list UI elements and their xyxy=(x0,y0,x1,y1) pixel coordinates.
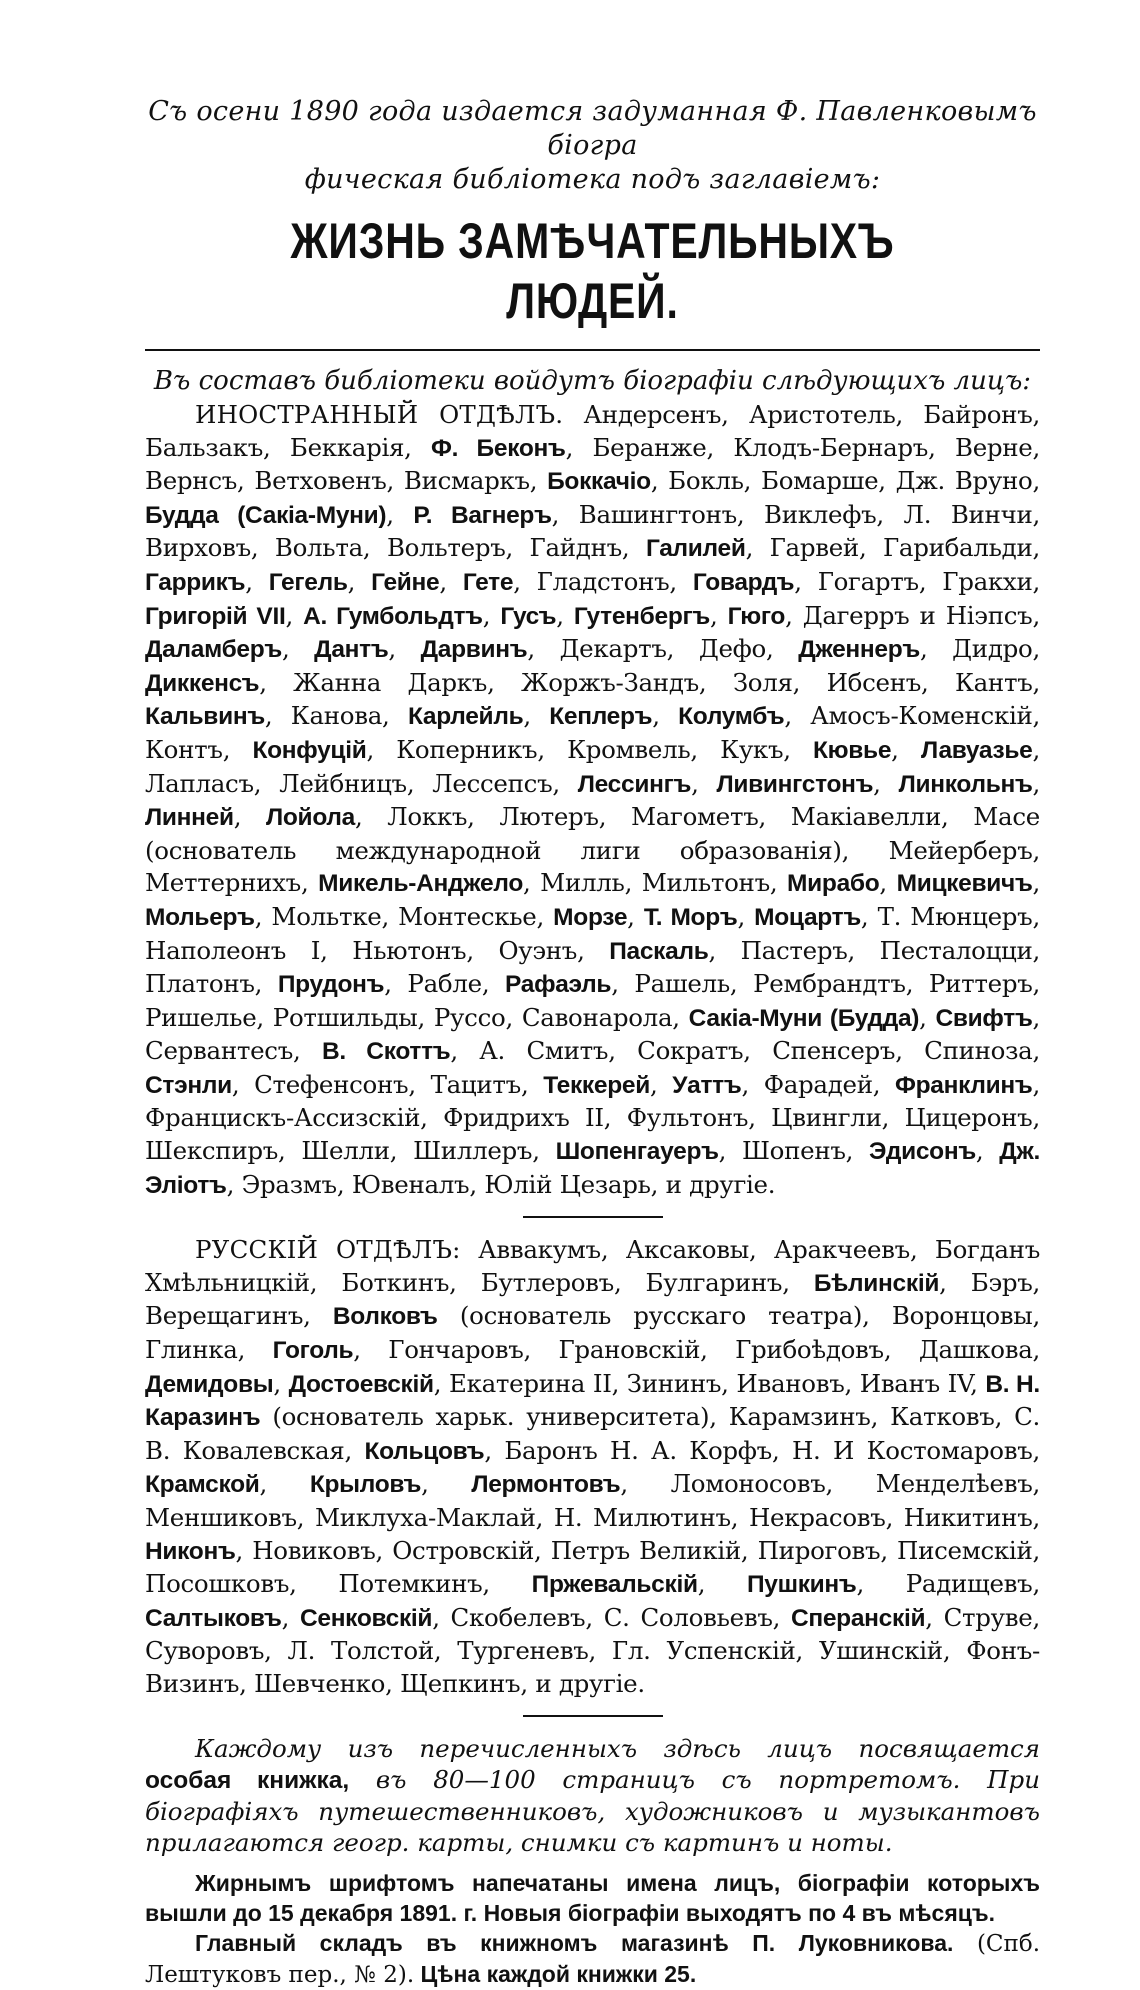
person-name: Никонъ xyxy=(145,1537,236,1565)
publication-note xyxy=(145,1733,1040,1858)
person-name: Кольцовъ xyxy=(364,1437,485,1465)
person-name: Оуэнъ xyxy=(498,935,578,965)
foreign-label: ИНОСТРАННЫЙ ОТДѢЛЪ. xyxy=(195,400,564,429)
person-name: Галилей xyxy=(645,535,746,563)
person-name: Золя xyxy=(732,667,793,697)
person-name: Моцартъ xyxy=(754,903,861,931)
person-name: Декартъ xyxy=(559,634,667,664)
person-name: Дж. Вруно xyxy=(895,466,1033,496)
person-name: Бальзакъ xyxy=(145,432,263,462)
person-name: Радищевъ xyxy=(905,1569,1033,1599)
person-name: А. Гумбольдтъ xyxy=(303,602,483,630)
person-name: Кромвель xyxy=(567,734,691,764)
person-name: Гегель xyxy=(268,568,348,596)
person-name: Руссо xyxy=(433,1002,506,1032)
person-name: Ветховенъ xyxy=(254,466,387,496)
person-name: Верне xyxy=(954,432,1033,462)
person-name: Савонарола xyxy=(521,1002,673,1032)
person-name: Ротшильды xyxy=(272,1002,418,1032)
person-name: С. Соловьевъ xyxy=(603,1602,773,1632)
person-name: Миклуха-Маклай xyxy=(314,1503,536,1532)
person-name: Лессингъ xyxy=(577,770,692,798)
person-name: Катковъ xyxy=(890,1402,995,1432)
person-name: Карамзинъ xyxy=(728,1402,871,1432)
person-name: Рашель xyxy=(634,969,730,999)
person-name: Т. Моръ xyxy=(643,903,738,931)
intro-line-1: Съ осени 1890 года издается задуманная Ф. Павленковымъ біогра xyxy=(148,96,1037,161)
person-name: Цвингли xyxy=(771,1103,882,1133)
person-name: Вирховъ xyxy=(145,533,251,563)
russian-ending: и другіе. xyxy=(535,1668,645,1698)
person-name: Дашкова xyxy=(918,1335,1033,1365)
person-name: Дагерръ и Ніэпсъ xyxy=(802,600,1033,630)
person-name: Петръ Великій xyxy=(550,1535,741,1565)
person-name: Посошковъ xyxy=(145,1569,290,1599)
person-name: Гаррикъ xyxy=(145,568,246,596)
person-name: Тацитъ xyxy=(430,1069,521,1099)
person-name: Коперникъ xyxy=(396,734,538,764)
person-name: Л. Толстой xyxy=(287,1636,434,1666)
note-part-1: Каждому изъ перечисленныхъ здѣсь лицъ посвящается xyxy=(195,1733,1040,1763)
person-name: Волковъ xyxy=(332,1303,438,1331)
person-name: Ушинскій xyxy=(818,1636,943,1666)
person-name: Бомарше xyxy=(761,466,879,496)
person-name: Клодъ-Бернаръ xyxy=(733,432,929,462)
person-name: Микель-Анджело xyxy=(318,870,523,898)
person-name: Аристотель xyxy=(748,400,896,429)
person-name: Канова xyxy=(290,701,383,731)
person-name: Бутлеровъ xyxy=(480,1267,614,1297)
person-name: Гоголь xyxy=(272,1337,354,1365)
person-name: Богданъ Хмѣльницкій xyxy=(145,1235,1040,1297)
person-name: Екатерина II xyxy=(448,1368,612,1398)
note-part-2: въ 80—100 страницъ съ портретомъ. При біографіяхъ путешественниковъ, художниковъ и музыкантовъ прилагаются геогр. карты, снимки съ картинъ и ноты. xyxy=(145,1764,1040,1857)
store-text: Главный складъ въ книжномъ магазинѣ П. Луковникова. xyxy=(195,1929,954,1956)
person-name: Дж. Эліотъ xyxy=(145,1138,1040,1199)
person-name: Ливингстонъ xyxy=(716,770,874,798)
person-name: Магометъ xyxy=(630,802,759,832)
person-name: Крамской xyxy=(145,1471,260,1499)
person-name: Францискъ-Ассизскій xyxy=(145,1103,421,1133)
person-name: Гусъ xyxy=(500,602,557,630)
person-name: Дидро xyxy=(952,634,1033,664)
person-name: Диккенсъ xyxy=(145,669,260,697)
person-name: Суворовъ xyxy=(145,1636,265,1666)
person-name: Гарибальди xyxy=(882,533,1033,563)
person-name: Колумбъ xyxy=(678,703,785,731)
person-name: Паскаль xyxy=(609,937,709,965)
person-name: Л. Винчи xyxy=(903,499,1033,529)
person-name: Кукъ xyxy=(720,734,784,764)
store-address: (Спб. Лештуковъ пер., № 2). xyxy=(145,1930,1041,1988)
person-name: Потемкинъ xyxy=(338,1569,483,1599)
person-name: Грибоѣдовъ xyxy=(735,1335,884,1365)
person-name: Писемскій xyxy=(897,1535,1033,1565)
person-name: (основатель харьк. университета) xyxy=(272,1402,710,1432)
person-name: Булгаринъ xyxy=(645,1267,783,1297)
person-name: Вольта xyxy=(274,533,363,563)
person-name: Баронъ Н. А. Корфъ xyxy=(504,1435,772,1465)
person-name: Кантъ xyxy=(954,667,1033,697)
person-name: Монтескье xyxy=(398,901,537,931)
person-name: Тургеневъ xyxy=(457,1636,589,1666)
person-name: Пушкинъ xyxy=(746,1571,857,1599)
person-name: Цицеронъ xyxy=(904,1103,1033,1133)
person-name: Аввакумъ xyxy=(478,1235,601,1265)
foreign-ending: и другіе. xyxy=(665,1169,776,1199)
person-name: Лермонтовъ xyxy=(471,1471,621,1499)
person-name: Р. Вагнеръ xyxy=(413,501,552,529)
person-name: Н. И Костомаровъ xyxy=(791,1435,1033,1465)
person-name: Меттернихъ xyxy=(145,868,301,898)
person-name: Вольтеръ xyxy=(386,533,506,563)
person-name: Бокль xyxy=(668,466,744,496)
person-name: Грановскій xyxy=(558,1335,701,1365)
person-name: Теккерей xyxy=(543,1071,650,1099)
person-name: Достоевскій xyxy=(288,1370,434,1398)
person-name: Воронцовы xyxy=(891,1301,1033,1331)
person-name: Сенковскій xyxy=(299,1604,433,1632)
person-name: Даламберъ xyxy=(145,636,282,664)
person-name: Рембрандтъ xyxy=(753,969,906,999)
note-divider xyxy=(523,1715,663,1717)
intro-text xyxy=(145,95,1040,197)
person-name: Ивановъ xyxy=(736,1368,845,1398)
person-name: Демидовы xyxy=(145,1370,274,1398)
store-info xyxy=(145,1928,1040,1990)
person-name: Гладстонъ xyxy=(536,566,670,596)
person-name: Верещагинъ xyxy=(145,1301,304,1331)
person-name: Свифтъ xyxy=(935,1004,1033,1032)
bold-font-note: Жирнымъ шрифтомъ напечатаны имена лицъ, біографіи которыхъ вышли до 15 декабря 1891. г. Новыя біографіи выходятъ по 4 въ мѣсяцъ. xyxy=(145,1869,1040,1926)
note-bold: особая книжка, xyxy=(145,1766,350,1794)
person-name: Сперанскій xyxy=(790,1604,926,1632)
person-name: Гарвей xyxy=(769,533,859,563)
person-name: Мольеръ xyxy=(145,903,255,931)
person-name: Конфуцій xyxy=(252,736,367,764)
person-name: Гейне xyxy=(371,568,440,596)
person-name: Макіавелли xyxy=(790,802,941,832)
person-name: В. Скоттъ xyxy=(321,1038,451,1066)
person-name: Говардъ xyxy=(692,568,795,596)
person-name: Байронъ xyxy=(923,400,1033,429)
person-name: Шекспиръ xyxy=(145,1136,279,1166)
person-name: Пастеръ xyxy=(740,935,848,965)
person-name: Локкъ xyxy=(387,802,468,832)
person-name: Жанна Даркъ xyxy=(293,667,488,697)
person-name: Ф. Беконъ xyxy=(431,434,566,462)
person-name: Т. Мюнцеръ xyxy=(877,901,1033,931)
person-name: Линней xyxy=(145,804,234,832)
person-name: Песталоцци xyxy=(879,935,1033,965)
person-name: Скобелевъ xyxy=(450,1602,586,1632)
person-name: Островскій xyxy=(392,1535,535,1565)
person-name: Гайднъ xyxy=(529,533,622,563)
person-name: Кальвинъ xyxy=(145,703,265,731)
person-name: Дженнеръ xyxy=(798,636,920,664)
intro-line-2: фическая библіотека подъ заглавіемъ: xyxy=(304,164,881,195)
person-name: Ломоносовъ xyxy=(670,1469,826,1499)
person-name: Мильтонъ xyxy=(641,868,770,898)
person-name: Шопенгауеръ xyxy=(555,1138,719,1166)
person-name: Гл. Успенскій xyxy=(611,1636,796,1666)
person-name: Меншиковъ xyxy=(145,1503,297,1532)
person-name: Милль xyxy=(540,868,625,898)
person-name: Стефенсонъ xyxy=(254,1069,409,1099)
person-name: Бѣлинскій xyxy=(813,1269,940,1297)
person-name: Лойола xyxy=(266,804,355,832)
person-name: Амосъ-Коменскій xyxy=(810,701,1033,731)
person-name: Прудонъ xyxy=(277,971,385,999)
person-name: Мейерберъ xyxy=(888,835,1033,865)
person-name: Лейбницъ xyxy=(279,768,407,798)
person-name: Ньютонъ xyxy=(352,935,467,965)
person-name: Боккачіо xyxy=(547,468,651,496)
person-name: Дефо xyxy=(698,634,766,664)
person-name: А. Смитъ xyxy=(479,1036,609,1066)
page-title: ЖИЗНЬ ЗАМѢЧАТЕЛЬНЫХЪ ЛЮДЕЙ. xyxy=(290,213,895,329)
person-name: Новиковъ xyxy=(252,1535,376,1565)
person-name: Будда (Сакіа-Муни) xyxy=(145,501,387,529)
person-name: Риттеръ xyxy=(928,969,1033,999)
person-name: Бэръ xyxy=(970,1267,1033,1297)
person-name: Гюго xyxy=(727,602,786,630)
person-name: Морзе xyxy=(553,903,628,931)
person-name: Мицкевичъ xyxy=(896,870,1033,898)
person-name: Кеплеръ xyxy=(549,703,653,731)
russian-names: Аввакумъ, Аксаковы, Аракчеевъ, Богданъ Хмѣльницкій, Боткинъ, Бутлеровъ, Булгаринъ, Бѣлинскій, Бэръ, Верещагинъ, Волковъ (основатель русскаго театра), Воронцовы, Глинка, Гоголь, Гончаровъ, Грановскій, Грибоѣдовъ, Дашкова, Демидовы, Достоевскій, Екатерина II, Зининъ, Ивановъ, Иванъ IV, В. Н. Каразинъ (основатель харьк. университета), Карамзинъ, Катковъ, С. В. Ковалевская, Кольцовъ, Баронъ Н. А. Корфъ, Н. И Костомаровъ, Крамской, Крыловъ, Лермонтовъ, Ломоносовъ, Менделѣевъ, Меншиковъ, Миклуха-Маклай, Н. Милютинъ, Некрасовъ, Никитинъ, Никонъ, Новиковъ, Островскій, Петръ Великій, Пироговъ, Писемскій, Посошковъ, Потемкинъ, Пржевальскій, Пушкинъ, Радищевъ, Салтыковъ, Сенковскій, Скобелевъ, С. Соловьевъ, Сперанскій, Струве, Суворовъ, Л. Толстой, Тургеневъ, Гл. Успенскій, Ушинскій, Фонъ-Визинъ, Шевченко, Щепкинъ, xyxy=(145,1235,1041,1698)
store-price: Цѣна каждой книжки 25. xyxy=(420,1960,697,1987)
title-divider xyxy=(145,349,1040,351)
person-name: Платонъ xyxy=(145,969,255,999)
person-name: Андерсенъ xyxy=(583,400,722,429)
russian-label: РУССКІЙ ОТДѢЛЪ: xyxy=(195,1235,461,1265)
person-name: Григорій VII xyxy=(145,602,286,630)
subheading: Въ составъ библіотеки войдутъ біографіи слѣдующихъ лицъ: xyxy=(153,366,1032,396)
person-name: Менделѣевъ xyxy=(875,1469,1033,1499)
person-name: Висмаркъ xyxy=(403,466,530,496)
person-name: Ибсенъ xyxy=(826,667,922,697)
person-name: Аракчеевъ xyxy=(773,1235,910,1265)
person-name: Гончаровъ xyxy=(388,1335,524,1365)
person-name: Кювье xyxy=(813,736,892,764)
russian-section xyxy=(145,1234,1040,1700)
person-name: Масе (основатель международной лиги образованія) xyxy=(145,802,1040,865)
person-name: С. В. Ковалевская xyxy=(145,1402,1041,1465)
person-name: Вернсъ xyxy=(145,466,238,496)
person-name: Фультонъ xyxy=(626,1103,749,1133)
section-divider xyxy=(523,1216,663,1218)
foreign-names: Андерсенъ, Аристотель, Байронъ, Бальзакъ, Беккарія, Ф. Беконъ, Беранже, Клодъ-Бернаръ, Верне, Вернсъ, Ветховенъ, Висмаркъ, Боккачіо, Бокль, Бомарше, Дж. Вруно, Будда (Сакіа-Муни), Р. Вагнеръ, Вашингтонъ, Виклефъ, Л. Винчи, Вирховъ, Вольта, Вольтеръ, Гайднъ, Галилей, Гарвей, Гарибальди, Гаррикъ, Гегель, Гейне, Гете, Гладстонъ, Говардъ, Гогартъ, Гракхи, Григорій VII, А. Гумбольдтъ, Гусъ, Гутенбергъ, Гюго, Дагерръ и Ніэпсъ, Даламберъ, Дантъ, Дарвинъ, Декартъ, Дефо, Дженнеръ, Дидро, Диккенсъ, Жанна Даркъ, Жоржъ-Зандъ, Золя, Ибсенъ, Кантъ, Кальвинъ, Канова, Карлейль, Кеплеръ, Колумбъ, Амосъ-Коменскій, Контъ, Конфуцій, Коперникъ, Кромвель, Кукъ, Кювье, Лавуазье, Лапласъ, Лейбницъ, Лессепсъ, Лессингъ, Ливингстонъ, Линкольнъ, Линней, Лойола, Локкъ, Лютеръ, Магометъ, Макіавелли, Масе (основатель международной лиги образованія), Мейерберъ, Меттернихъ, Микель-Анджело, Милль, Мильтонъ, Мирабо, Мицкевичъ, Мольеръ, Мольтке, Монтескье, Морзе, Т. Моръ, Моцартъ, Т. Мюнцеръ, Наполеонъ I, Ньютонъ, Оуэнъ, Паскаль, Пастеръ, Песталоцци, Платонъ, Прудонъ, Рабле, Рафаэль, Рашель, Рембрандтъ, Риттеръ, Ришелье, Ротшильды, Руссо, Савонарола, Сакіа-Муни (Будда), Свифтъ, Сервантесъ, В. Скоттъ, А. Смитъ, Сократъ, Спенсеръ, Спиноза, Стэнли, Стефенсонъ, Тацитъ, Теккерей, Уаттъ, Фарадей, Франклинъ, Францискъ-Ассизскій, Фридрихъ II, Фультонъ, Цвингли, Цицеронъ, Шекспиръ, Шелли, Шиллеръ, Шопенгауеръ, Шопенъ, Эдисонъ, Дж. Эліотъ, Эразмъ, Ювеналъ, Юлій Цезарь, xyxy=(145,400,1041,1199)
person-name: Стэнли xyxy=(145,1071,232,1099)
person-name: Щепкинъ xyxy=(400,1668,521,1698)
person-name: Боткинъ xyxy=(341,1267,450,1297)
person-name: Лавуазье xyxy=(920,736,1033,764)
person-name: Виклефъ xyxy=(764,499,877,529)
person-name: Контъ xyxy=(145,734,223,764)
person-name: Н. Милютинъ xyxy=(553,1503,731,1532)
person-name: Вашингтонъ xyxy=(578,499,737,529)
person-name: Наполеонъ I xyxy=(145,935,321,965)
person-name: Шевченко xyxy=(254,1668,386,1698)
person-name: Ришелье xyxy=(145,1002,257,1032)
person-name: Беккарія xyxy=(289,432,405,462)
person-name: Лессепсъ xyxy=(432,768,553,798)
person-name: Рабле xyxy=(407,969,482,999)
person-name: Никитинъ xyxy=(903,1503,1033,1532)
person-name: Эразмъ xyxy=(241,1169,337,1199)
person-name: Дантъ xyxy=(314,636,389,664)
person-name: Уаттъ xyxy=(672,1071,742,1099)
person-name: Салтыковъ xyxy=(145,1604,282,1632)
person-name: Дарвинъ xyxy=(420,636,528,664)
person-name: Иванъ IV xyxy=(859,1368,971,1398)
person-name: Эдисонъ xyxy=(869,1138,976,1166)
person-name: Гете xyxy=(462,568,514,596)
person-name: Сократъ xyxy=(637,1036,744,1066)
person-name: Шелли xyxy=(301,1136,390,1166)
person-name: Рафаэль xyxy=(505,971,612,999)
person-name: Мирабо xyxy=(787,870,880,898)
person-name: Гутенбергъ xyxy=(573,602,710,630)
person-name: В. Н. Каразинъ xyxy=(145,1370,1040,1432)
person-name: Лютеръ xyxy=(499,802,599,832)
person-name: Сервантесъ xyxy=(145,1036,294,1066)
person-name: Спиноза xyxy=(924,1036,1033,1066)
person-name: (основатель русскаго театра) xyxy=(459,1301,863,1331)
person-name: Глинка xyxy=(145,1335,238,1365)
person-name: Струве xyxy=(943,1602,1033,1632)
person-name: Карлейль xyxy=(407,703,524,731)
person-name: Сакіа-Муни (Будда) xyxy=(688,1004,920,1032)
person-name: Крыловъ xyxy=(309,1471,422,1499)
person-name: Пржевальскій xyxy=(531,1571,698,1599)
person-name: Шопенъ xyxy=(742,1136,846,1166)
person-name: Фарадей xyxy=(763,1069,873,1099)
person-name: Зининъ xyxy=(626,1368,722,1398)
person-name: Гракхи xyxy=(942,566,1033,596)
person-name: Мольтке xyxy=(271,901,382,931)
person-name: Юлій Цезарь xyxy=(484,1169,651,1199)
person-name: Лапласъ xyxy=(145,768,254,798)
foreign-section xyxy=(145,399,1040,1202)
person-name: Фридрихъ II xyxy=(443,1103,604,1133)
person-name: Франклинъ xyxy=(895,1071,1033,1099)
person-name: Жоржъ-Зандъ xyxy=(520,667,699,697)
person-name: Некрасовъ xyxy=(748,1503,886,1532)
person-name: Пироговъ xyxy=(757,1535,881,1565)
person-name: Аксаковы xyxy=(625,1235,749,1265)
person-name: Беранже xyxy=(592,432,707,462)
person-name: Ювеналъ xyxy=(351,1169,470,1199)
person-name: Шиллеръ xyxy=(413,1136,533,1166)
person-name: Фонъ-Визинъ xyxy=(145,1636,1040,1698)
person-name: Спенсеръ xyxy=(772,1036,896,1066)
person-name: Гогартъ xyxy=(817,566,919,596)
person-name: Линкольнъ xyxy=(898,770,1033,798)
